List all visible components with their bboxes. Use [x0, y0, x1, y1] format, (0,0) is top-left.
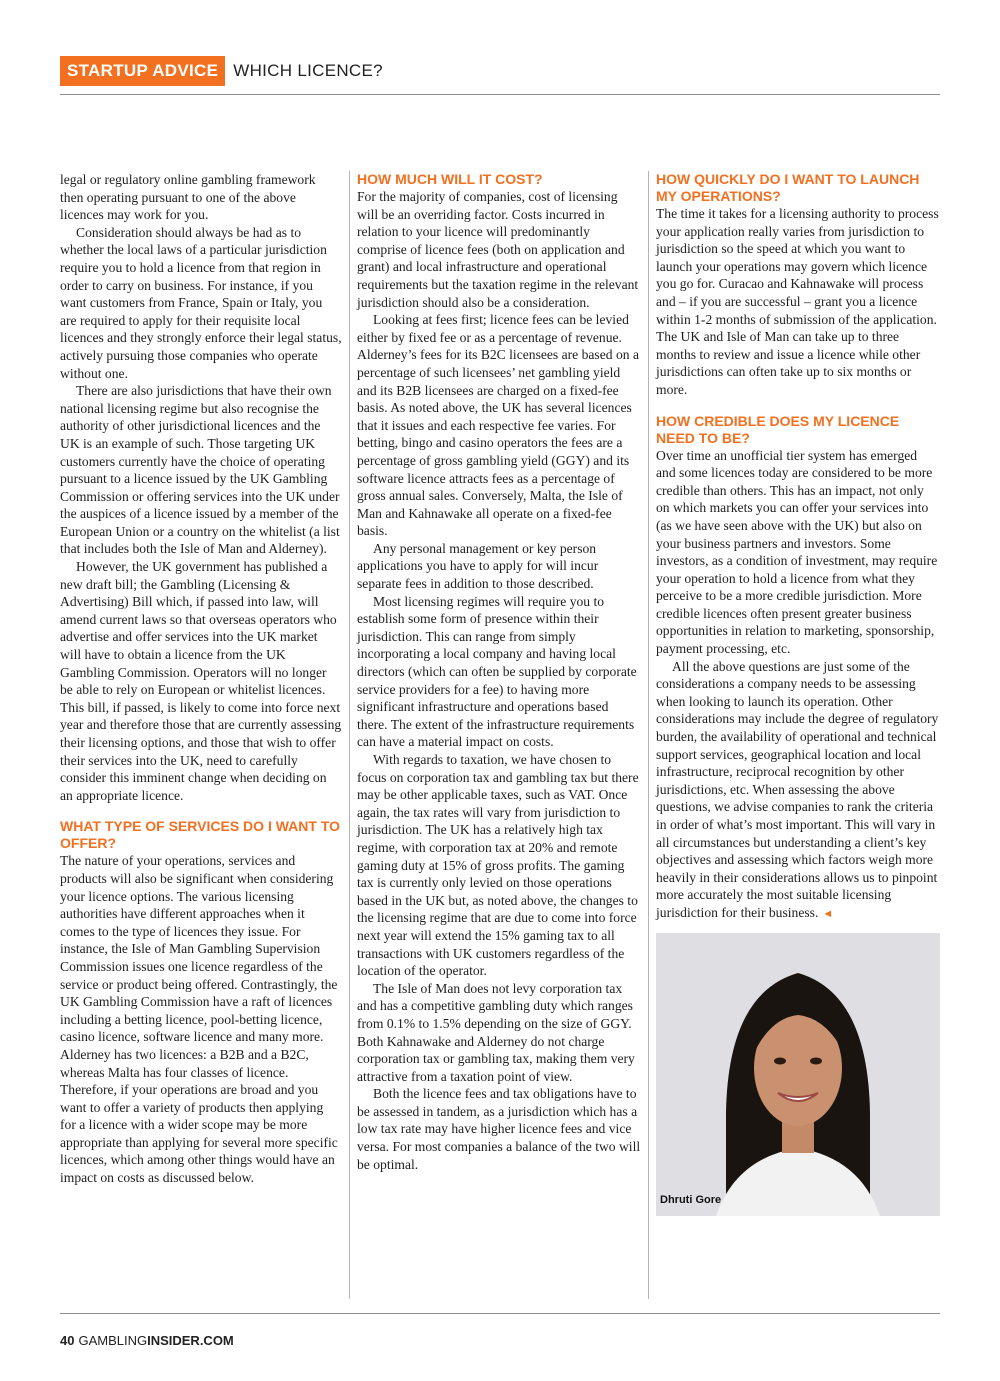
subheading-credibility: HOW CREDIBLE DOES MY LICENCE NEED TO BE?	[656, 412, 900, 446]
paragraph: There are also jurisdictions that have their own national licensing regime but also recognise the authority of other jurisdictional licences and the UK is an example of such. Those targeting UK customers currently have the choice of operating pursuant to a licence issued by the UK Gambling Commission or offering services into the UK under the auspices of a licence issued by a member of the European Union or a country on the whitelist (a list that includes both the Isle of Man and Alderney).	[60, 383, 340, 557]
paragraph: Over time an unofficial tier system has emerged and some licences today are considered to be more credible than others. This has an impact, not only on which markets you can offer your services into (as we have seen above with the UK) but also on your business partners and investors. Some investors, as a condition of investment, may require your operation to hold a licence from what they perceive to be a more credible jurisdiction. More credible licences often present greater business opportunities in relation to marketing, sponsorship, payment processing, etc.	[656, 447, 938, 657]
paragraph-final	[656, 658, 940, 924]
publication-name-suffix: INSIDER.COM	[147, 1333, 234, 1348]
photo-caption: Dhruti Gore	[660, 1193, 722, 1206]
paragraph: With regards to taxation, we have chosen to focus on corporation tax and gambling tax but there may be other applicable taxes, such as VAT. Once again, the tax rates will vary from jurisdiction to jurisdiction. The UK has a relatively high tax regime, with corporation tax at 20% and remote gaming duty at 15% of gross profits. The gaming tax is currently only levied on those operations based in the UK but, as noted above, the changes to the licensing regime that are due to come into force next year will extend the 15% gaming tax to all transactions with UK customers regardless of the location of the operator.	[357, 752, 639, 979]
paragraph: The Isle of Man does not levy corporation tax and has a competitive gambling duty which ranges from 0.1% to 1.5% depending on the size of GGY. Both Kahnawake and Alderney do not charge corporation tax or gambling tax, making them very attractive from a taxation point of view.	[357, 980, 635, 1084]
paragraph: legal or regulatory online gambling framework then operating pursuant to one of the above licences may work for you.	[60, 172, 316, 223]
column-divider	[648, 171, 649, 1299]
end-mark-icon: ◄	[822, 907, 834, 920]
paragraph: Consideration should always be had as to whether the local laws of a particular jurisdiction require you to hold a licence from that region in order to carry on business. For instance, if you want customers from France, Spain or Italy, you are required to apply for their requisite local licences and they strongly enforce their legal status, actively pursuing those companies who operate without one.	[60, 224, 342, 381]
paragraph-text: All the above questions are just some of the considerations a company needs to be assessing when looking to launch its operation. Other considerations may include the degree of regulatory burden, the availability of operational and technical support services, geographical location and local infrastructure, reciprocal recognition by other jurisdictions, etc. When assessing the above questions, we advise companies to rank the criteria in order of what’s most important. This will vary in all circumstances but understanding a client’s key objectives and assessing which factors weigh more heavily in their considerations allows us to pinpoint more accurately the most suitable licensing jurisdiction for their business.	[656, 658, 939, 920]
article-column-2	[357, 171, 641, 1173]
subheading-cost: HOW MUCH WILL IT COST?	[357, 171, 543, 187]
subheading-services: WHAT TYPE OF SERVICES DO I WANT TO OFFER?	[60, 818, 341, 852]
article-column-3	[656, 171, 940, 1216]
paragraph: Any personal management or key person applications you have to apply for will incur separate fees in addition to those described.	[357, 540, 599, 592]
header-rule	[60, 94, 940, 95]
section-tag: STARTUP ADVICE	[60, 56, 225, 86]
paragraph: The nature of your operations, services and products will also be significant when considering your licence options. The various licensing authorities have different approaches when it comes to the type of licences they issue. For instance, the Isle of Man Gambling Supervision Commission issues one licence regardless of the service or product being offered. Contrastingly, the UK Gambling Commission have a raft of licences including a betting licence, pool-betting licence, casino licence, software licence and many more. Alderney has two licences: a B2B and a B2C, whereas Malta has four classes of licence. Therefore, if your operations are broad and you want to offer a variety of products then applying for a licence with a wider scope may be more appropriate than applying for several more specific licences, which among other things would have an impact on costs as discussed below.	[60, 853, 338, 1186]
page-title: WHICH LICENCE?	[233, 61, 383, 80]
footer-rule	[60, 1313, 940, 1314]
page-header	[60, 56, 383, 86]
page-number: 40	[60, 1333, 75, 1348]
publication-name-prefix: GAMBLING	[78, 1333, 148, 1348]
article-column-1	[60, 171, 342, 1187]
paragraph: However, the UK government has published a new draft bill; the Gambling (Licensing & Advertising) Bill which, if passed into law, will amend current laws so that overseas operators who advertise and offer services into the UK market will have to obtain a licence from the UK Gambling Commission. Operators will no longer be able to rely on European or whitelist licences. This bill, if passed, is likely to come into force next year and therefore those that are currently assessing their licensing options, and those that wish to offer their services into the UK, need to carefully consider this imminent change when deciding on an appropriate licence.	[60, 559, 342, 803]
paragraph: Both the licence fees and tax obligations have to be assessed in tandem, as a jurisdiction which has a low tax rate may have higher licence fees and vice versa. For most companies a balance of the two will be optimal.	[357, 1086, 641, 1172]
paragraph: The time it takes for a licensing authority to process your application really varies from jurisdiction to jurisdiction so the speed at which you want to launch your operations may govern which licence you go for. Curacao and Kahnawake will process and – if you are successful – grant you a licence within 1-2 months of submission of the application. The UK and Isle of Man can take up to three months to review and issue a licence while other jurisdictions can often take up to six months or more.	[656, 206, 939, 397]
page-footer	[60, 1333, 234, 1348]
author-photo	[656, 933, 940, 1216]
subheading-launch: HOW QUICKLY DO I WANT TO LAUNCH MY OPERATIONS?	[656, 171, 920, 204]
portrait-illustration	[656, 933, 940, 1216]
column-divider	[349, 171, 350, 1299]
paragraph: Most licensing regimes will require you to establish some form of presence within their jurisdiction. This can range from simply incorporating a local company and having local directors (which can often be supplied by corporate service providers for a fee) to having more significant infrastructure and operations based there. The extent of the infrastructure requirements can have a material impact on costs.	[357, 593, 637, 750]
paragraph: For the majority of companies, cost of licensing will be an overriding factor. Costs incurred in relation to your licence will predominantly comprise of licence fees (both on application and grant) and local infrastructure and operational requirements but the taxation regime in the relevant jurisdiction should also be a consideration.	[357, 189, 639, 310]
paragraph: Looking at fees first; licence fees can be levied either by fixed fee or as a percentage of revenue. Alderney’s fees for its B2C licensees are based on a percentage of such licensees’ net gambling yield and its B2B licensees are charged on a fixed-fee basis. As noted above, the UK has several licences that it issues and each respective fee varies. For betting, bingo and casino operators the fees are a percentage of gross gambling yield (GGY) and its software licence attracts fees as a percentage of gross annual sales. Conversely, Malta, the Isle of Man and Kahnawake all operate on a fixed-fee basis.	[357, 312, 639, 539]
